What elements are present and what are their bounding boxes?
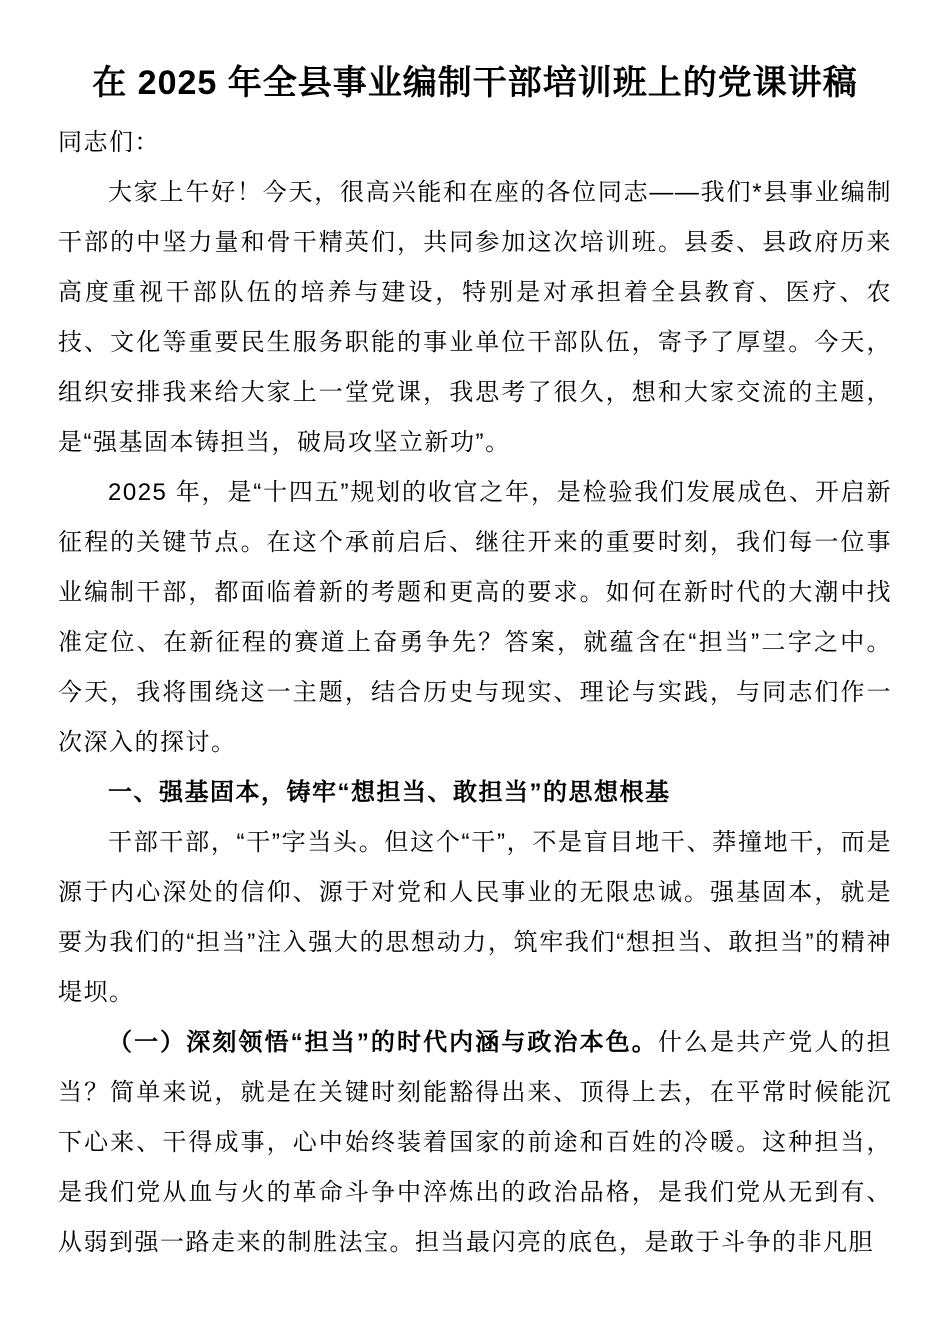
- subsection-body-text: 什么是共产党人的担当？简单来说，就是在关键时刻能豁得出来、顶得上去，在平常时候能沉下心来、干得成事，心中始终装着国家的前途和百姓的冷暖。这种担当，是我们党从血与火的革命斗争中淬炼出的政治品格，是我们党从无到有、从弱到强一路走来的制胜法宝。担当最闪亮的底色，是敢于斗争的非凡胆: [58, 1029, 893, 1256]
- document-title: 在 2025 年全县事业编制干部培训班上的党课讲稿: [92, 64, 858, 102]
- paragraph-2025-context: 2025 年，是“十四五”规划的收官之年，是检验我们发展成色、开启新征程的关键节点。在这个承前启后、继往开来的重要时刻，我们每一位事业编制干部，都面临着新的考题和更高的要求。如何在新时代的大潮中找准定位、在新征程的赛道上奋勇争先？答案，就蕴含在“担当”二字之中。今天，我将围绕这一主题，结合历史与现实、理论与实践，与同志们作一次深入的探讨。: [58, 479, 892, 756]
- paragraph-ganbu: 干部干部，“干”字当头。但这个“干”，不是盲目地干、莽撞地干，而是源于内心深处的信仰、源于对党和人民事业的无限忠诚。强基固本，就是要为我们的“担当”注入强大的思想动力，筑牢我们“想担当、敢担当”的精神堤坝。: [58, 829, 892, 1006]
- paragraph-subsection-1: [58, 1018, 892, 1268]
- paragraph-greeting: 大家上午好！今天，很高兴能和在座的各位同志——我们*县事业编制干部的中坚力量和骨干精英们，共同参加这次培训班。县委、县政府历来高度重视干部队伍的培养与建设，特别是对承担着全县教育、医疗、农技、文化等重要民生服务职能的事业单位干部队伍，寄予了厚望。今天，组织安排我来给大家上一堂党课，我思考了很久，想和大家交流的主题，是“强基固本铸担当，破局攻坚立新功”。: [58, 179, 892, 456]
- section-heading-1: 一、强基固本，铸牢“想担当、敢担当”的思想根基: [108, 779, 671, 806]
- salutation-line: 同志们：: [58, 129, 160, 156]
- subsection-lead: （一）深刻领悟“担当”的时代内涵与政治本色。: [108, 1029, 658, 1056]
